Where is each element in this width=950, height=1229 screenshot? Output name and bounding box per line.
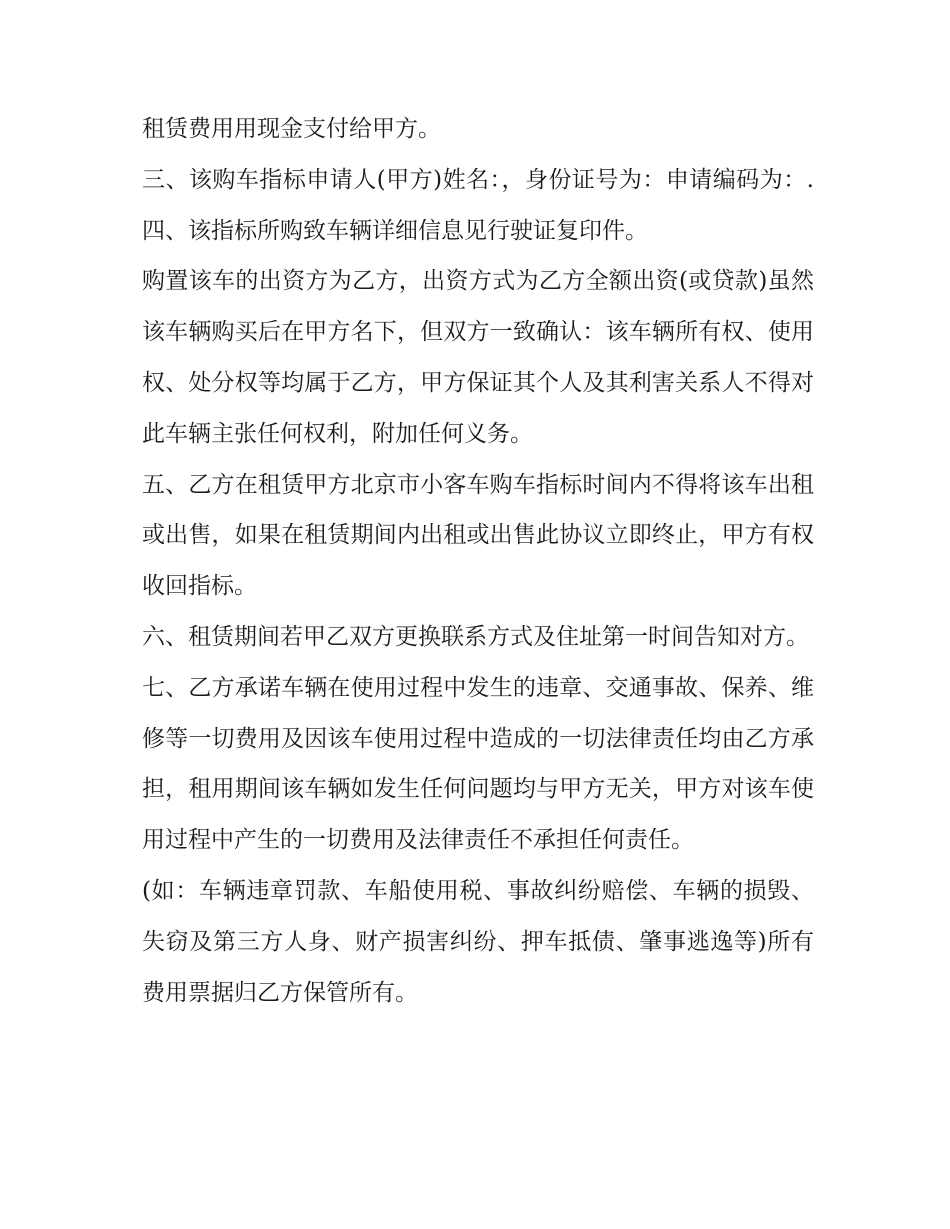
paragraph-article-3: 三、该购车指标申请人(甲方)姓名：，身份证号为：申请编码为：.四、该指标所购致车辆详细信息见行驶证复印件。: [142, 166, 814, 244]
paragraph-article-5: 五、乙方在租赁甲方北京市小客车购车指标时间内不得将该车出租或出售，如果在租赁期间内出租或出售此协议立即终止，甲方有权收回指标。: [142, 471, 814, 600]
paragraph-article-6: 六、租赁期间若甲乙双方更换联系方式及住址第一时间告知对方。: [142, 623, 809, 650]
paragraph-payment: 租赁费用用现金支付给甲方。: [142, 116, 441, 142]
paragraph-funding: 购置该车的出资方为乙方，出资方式为乙方全额出资(或贷款)虽然该车辆购买后在甲方名下，但双方一致确认：该车辆所有权、使用权、处分权等均属于乙方，甲方保证其个人及其利害关系人不得对此车辆主张任何权利，附加任何义务。: [142, 268, 814, 447]
paragraph-examples: (如：车辆违章罚款、车船使用税、事故纠纷赔偿、车辆的损毁、失窃及第三方人身、财产损害纠纷、押车抵债、肇事逃逸等)所有费用票据归乙方保管所有。: [142, 877, 814, 1006]
document-body: [142, 104, 814, 1018]
paragraph-article-7: 七、乙方承诺车辆在使用过程中发生的违章、交通事故、保养、维修等一切费用及因该车使用过程中造成的一切法律责任均由乙方承担，租用期间该车辆如发生任何问题均与甲方无关，甲方对该车使用过程中产生的一切费用及法律责任不承担任何责任。: [142, 674, 814, 854]
